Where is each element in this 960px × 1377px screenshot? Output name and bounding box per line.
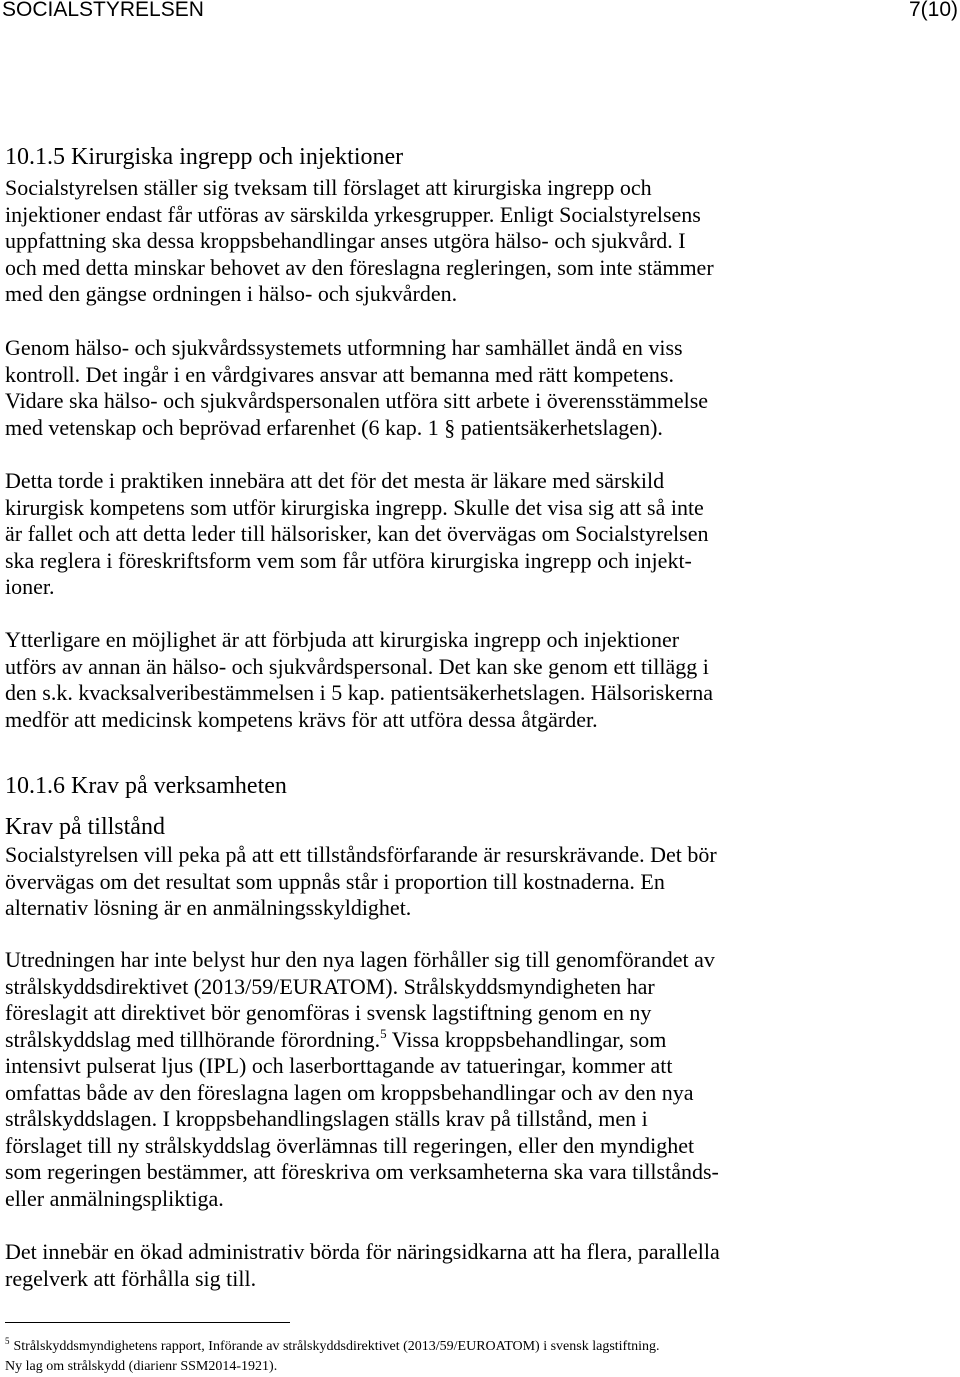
text-line: strålskyddslagen. I kroppsbehandlingslagen ställs krav på tillstånd, men i — [5, 1106, 648, 1131]
text-line: Genom hälso- och sjukvårdssystemets utformning har samhället ändå en viss — [5, 335, 683, 360]
text-line: strålskyddsdirektivet (2013/59/EURATOM). Strålskyddsmyndigheten har — [5, 973, 655, 999]
section-heading: 10.1.5 Kirurgiska ingrepp och injektioner — [5, 144, 404, 170]
text-line: medför att medicinsk kompetens krävs för att utföra dessa åtgärder. — [5, 706, 598, 732]
text-line: och med detta minskar behovet av den föreslagna regleringen, som inte stämmer — [5, 254, 714, 280]
paragraph — [5, 842, 717, 922]
text-line: förslaget till ny strålskyddslag överlämnas till regeringen, eller den myndighet — [5, 1132, 695, 1158]
footnote-line: Ny lag om strålskydd (diarienr SSM2014-1921). — [5, 1359, 278, 1374]
text-line: Socialstyrelsen vill peka på att ett tillståndsförfarande är resurskrävande. Det bör — [5, 842, 717, 867]
text-line: omfattas både av den föreslagna lagen om kroppsbehandlingar och av den nya — [5, 1079, 694, 1105]
text-line: med den gängse ordningen i hälso- och sjukvården. — [5, 281, 458, 306]
footnote — [5, 1337, 660, 1377]
paragraph — [5, 1239, 720, 1292]
text-line: injektioner endast får utföras av särskilda yrkesgrupper. Enligt Socialstyrelsens — [5, 201, 701, 227]
section-heading: 10.1.6 Krav på verksamheten — [5, 773, 287, 799]
text-line: Socialstyrelsen ställer sig tveksam till förslaget att kirurgiska ingrepp och — [5, 175, 652, 200]
footnote-separator — [5, 1322, 290, 1323]
text-line: den s.k. kvacksalveribestämmelsen i 5 kap. patientsäkerhetslagen. Hälsoriskerna — [5, 680, 714, 705]
text-line: kontroll. Det ingår i en vårdgivares ansvar att bemanna med rätt kompetens. — [5, 361, 674, 387]
text-line: Det innebär en ökad administrativ börda för näringsidkarna att ha flera, parallella — [5, 1239, 720, 1264]
text-line: föreslagit att direktivet bör genomföras i svensk lagstiftning genom en ny — [5, 1000, 652, 1025]
paragraph — [5, 468, 708, 601]
text-line: ska reglera i föreskriftsform vem som får utföra kirurgiska ingrepp och injekt- — [5, 547, 692, 573]
footnote-line — [5, 1337, 660, 1357]
text-segment: Vissa kroppsbehandlingar, som — [386, 1026, 667, 1052]
text-line: med vetenskap och beprövad erfarenhet (6 kap. 1 § patientsäkerhetslagen). — [5, 414, 663, 440]
text-line: intensivt pulserat ljus (IPL) och laserborttagande av tatueringar, kommer att — [5, 1053, 673, 1078]
text-line: kirurgisk kompetens som utför kirurgiska ingrepp. Skulle det visa sig att så inte — [5, 494, 704, 520]
subsection-heading: Krav på tillstånd — [5, 814, 165, 840]
text-line: Ytterligare en möjlighet är att förbjuda att kirurgiska ingrepp och injektioner — [5, 627, 680, 652]
text-line-with-footnote — [5, 1027, 719, 1054]
text-line: Utredningen har inte belyst hur den nya lagen förhåller sig till genomförandet av — [5, 947, 715, 972]
text-segment: strålskyddslag med tillhörande förordning. — [5, 1026, 381, 1052]
text-line: som regeringen bestämmer, att föreskriva om verksamheterna ska vara tillstånds- — [5, 1159, 719, 1184]
page-number: 7(10) — [908, 0, 958, 21]
paragraph — [5, 335, 708, 441]
organization-name: SOCIALSTYRELSEN — [2, 0, 204, 21]
text-line: uppfattning ska dessa kroppsbehandlingar anses utgöra hälso- och sjukvård. I — [5, 228, 686, 253]
text-line: alternativ lösning är en anmälningsskyldighet. — [5, 895, 412, 920]
paragraph — [5, 175, 714, 308]
footnote-marker: 5 — [5, 1336, 10, 1346]
text-line: övervägas om det resultat som uppnås står i proportion till kostnaderna. En — [5, 868, 665, 894]
text-line: regelverk att förhålla sig till. — [5, 1265, 257, 1291]
paragraph — [5, 947, 719, 1212]
text-line: eller anmälningspliktiga. — [5, 1185, 224, 1211]
footnote-text: Strålskyddsmyndighetens rapport, Införande av strålskyddsdirektivet (2013/59/EUROATOM) i svensk lagstiftning. — [13, 1339, 660, 1354]
text-line: Vidare ska hälso- och sjukvårdspersonalen utföra sitt arbete i överensstämmelse — [5, 388, 709, 413]
text-line: Detta torde i praktiken innebära att det för det mesta är läkare med särskild — [5, 468, 665, 493]
text-line: utförs av annan än hälso- och sjukvårdspersonal. Det kan ske genom ett tillägg i — [5, 653, 709, 679]
paragraph — [5, 627, 713, 733]
text-line: ioner. — [5, 574, 55, 599]
text-line: är fallet och att detta leder till hälsorisker, kan det övervägas om Socialstyrelsen — [5, 521, 709, 546]
footnote-reference[interactable]: 5 — [380, 1025, 387, 1041]
